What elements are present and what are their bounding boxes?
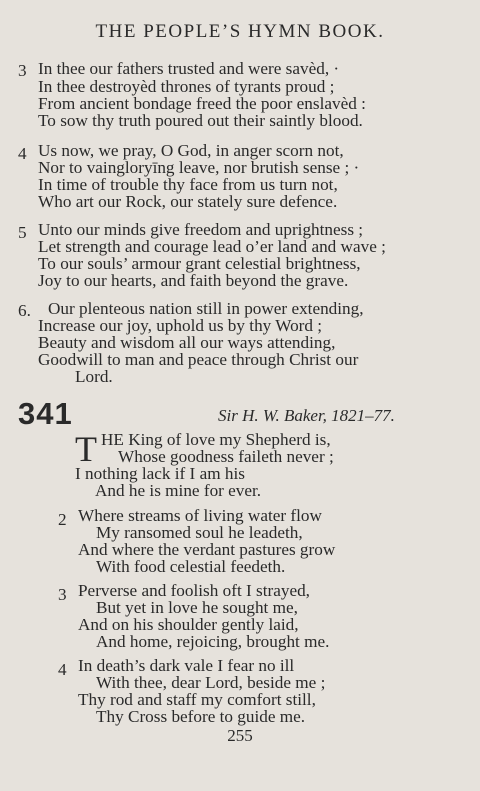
page-number: 255 — [227, 726, 253, 745]
verse-line: And on his shoulder gently laid, — [78, 615, 299, 634]
verse-line: Perverse and foolish oft I strayed, — [78, 581, 310, 600]
verse-line: Whose goodness faileth never ; — [118, 447, 334, 466]
verse-line: Lord. — [75, 367, 113, 386]
verse-line: My ransomed soul he leadeth, — [96, 523, 303, 542]
verse-line: And he is mine for ever. — [95, 481, 262, 500]
verse-line: In death’s dark vale I fear no ill — [78, 656, 295, 675]
verse-line: Where streams of living water flow — [78, 506, 322, 525]
verse-line: Beauty and wisdom all our ways attending, — [38, 333, 336, 352]
verse-line: To our souls’ armour grant celestial brightness, — [38, 254, 361, 273]
verse-line: And home, rejoicing, brought me. — [96, 632, 330, 651]
hymn-author: Sir H. W. Baker, 1821–77. — [218, 406, 395, 425]
verse-line: Us now, we pray, O God, in anger scorn not, — [38, 141, 344, 160]
verse-number: 2 — [58, 510, 67, 529]
verse-line: In time of trouble thy face from us turn not, — [38, 175, 338, 194]
verse-number: 4 — [18, 144, 27, 163]
verse-line: From ancient bondage freed the poor enslavèd : — [38, 94, 366, 113]
verse-line: To sow thy truth poured out their saintly blood. — [38, 111, 363, 130]
verse-line: Our plenteous nation still in power extending, — [48, 299, 364, 318]
verse-line: In thee destroyèd thrones of tyrants proud ; — [38, 77, 335, 96]
verse-number: 6. — [18, 301, 31, 320]
verse-line: Let strength and courage lead o’er land and wave ; — [38, 237, 386, 256]
drop-cap: T — [75, 429, 97, 469]
verse-line: HE King of love my Shepherd is, — [101, 430, 331, 449]
verse-line: Thy Cross before to guide me. — [96, 707, 306, 726]
verse-line: Who art our Rock, our stately sure defence. — [38, 192, 338, 211]
verse-line: Increase our joy, uphold us by thy Word ; — [38, 316, 323, 335]
verse-line: Nor to vaingloryīng leave, nor brutish sense ; · — [38, 158, 360, 177]
verse-line: But yet in love he sought me, — [96, 598, 298, 617]
verse-line: And where the verdant pastures grow — [78, 540, 336, 559]
verse-line: With thee, dear Lord, beside me ; — [96, 673, 326, 692]
verse-line: Joy to our hearts, and faith beyond the grave. — [38, 271, 349, 290]
verse-line: Thy rod and staff my comfort still, — [78, 690, 316, 709]
verse-line: With food celestial feedeth. — [96, 557, 286, 576]
verse-number: 5 — [18, 223, 27, 242]
verse-line: I nothing lack if I am his — [75, 464, 245, 483]
verse-line: Unto our minds give freedom and uprightness ; — [38, 220, 364, 239]
verse-number: 3 — [18, 61, 27, 80]
verse-number: 3 — [58, 585, 67, 604]
verse-line: Goodwill to man and peace through Christ our — [38, 350, 359, 369]
verse-line: In thee our fathers trusted and were savèd, · — [38, 59, 340, 78]
verse-number: 4 — [58, 660, 67, 679]
hymn-number: 341 — [18, 396, 73, 431]
page-header: THE PEOPLE’S HYMN BOOK. — [95, 21, 385, 42]
